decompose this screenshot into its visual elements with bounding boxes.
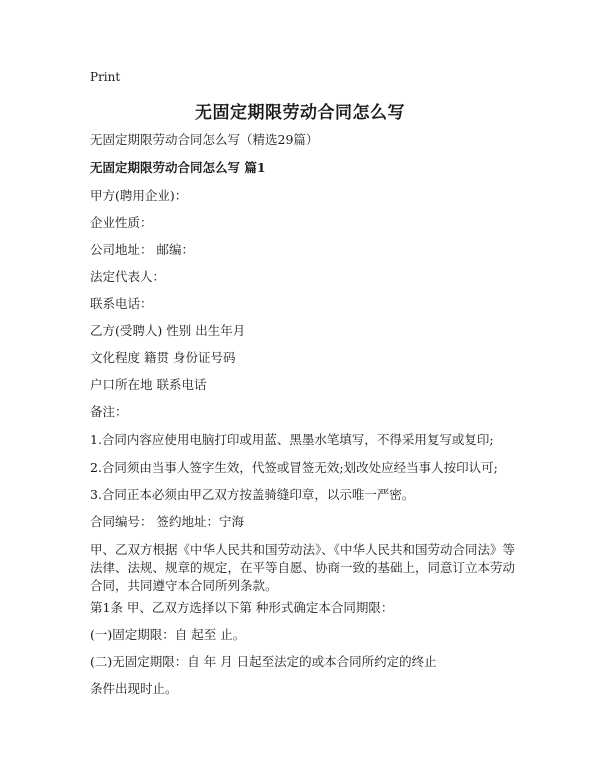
note-item-3: 3.合同正本必须由甲乙双方按盖骑缝印章，以示唯一严密。 bbox=[90, 487, 415, 502]
clause-1: 第1条 甲、乙双方选择以下第 种形式确定本合同期限： bbox=[90, 600, 394, 615]
clause-open-term-continued: 条件出现时止。 bbox=[90, 681, 178, 696]
document-title: 无固定期限劳动合同怎么写 bbox=[195, 103, 405, 123]
clause-open-term: (二)无固定期限：自 年 月 日起至法定的或本合同所约定的终止 bbox=[90, 654, 437, 669]
party-b-line: 乙方(受聘人) 性别 出生年月 bbox=[90, 323, 246, 338]
party-a-line: 甲方(聘用企业)： bbox=[90, 188, 188, 203]
company-address-line: 公司地址： 邮编： bbox=[90, 242, 194, 257]
contact-phone-line: 联系电话： bbox=[90, 296, 153, 311]
education-line: 文化程度 籍贯 身份证号码 bbox=[90, 350, 236, 365]
print-link[interactable]: Print bbox=[90, 70, 121, 84]
agreement-paragraph: 甲、乙双方根据《中华人民共和国劳动法》、《中华人民共和国劳动合同法》等法律、法规、规章的规定，在平等自愿、协商一致的基础上，同意订立本劳动合同，共同遵守本合同所列条款。 bbox=[90, 542, 516, 593]
notes-heading: 备注： bbox=[90, 404, 128, 419]
note-item-2: 2.合同须由当事人签字生效，代签或冒签无效;划改处应经当事人按印认可; bbox=[90, 460, 498, 475]
enterprise-type-line: 企业性质： bbox=[90, 215, 153, 230]
section-heading: 无固定期限劳动合同怎么写 篇1 bbox=[90, 160, 266, 175]
contract-number-line: 合同编号： 签约地址：宁海 bbox=[90, 514, 244, 529]
clause-fixed-term: (一)固定期限：自 起至 止。 bbox=[90, 627, 246, 642]
document-subtitle: 无固定期限劳动合同怎么写（精选29篇） bbox=[90, 132, 319, 147]
note-item-1: 1.合同内容应使用电脑打印或用蓝、黑墨水笔填写，不得采用复写或复印; bbox=[90, 432, 494, 447]
legal-representative-line: 法定代表人： bbox=[90, 269, 166, 284]
household-line: 户口所在地 联系电话 bbox=[90, 377, 207, 392]
